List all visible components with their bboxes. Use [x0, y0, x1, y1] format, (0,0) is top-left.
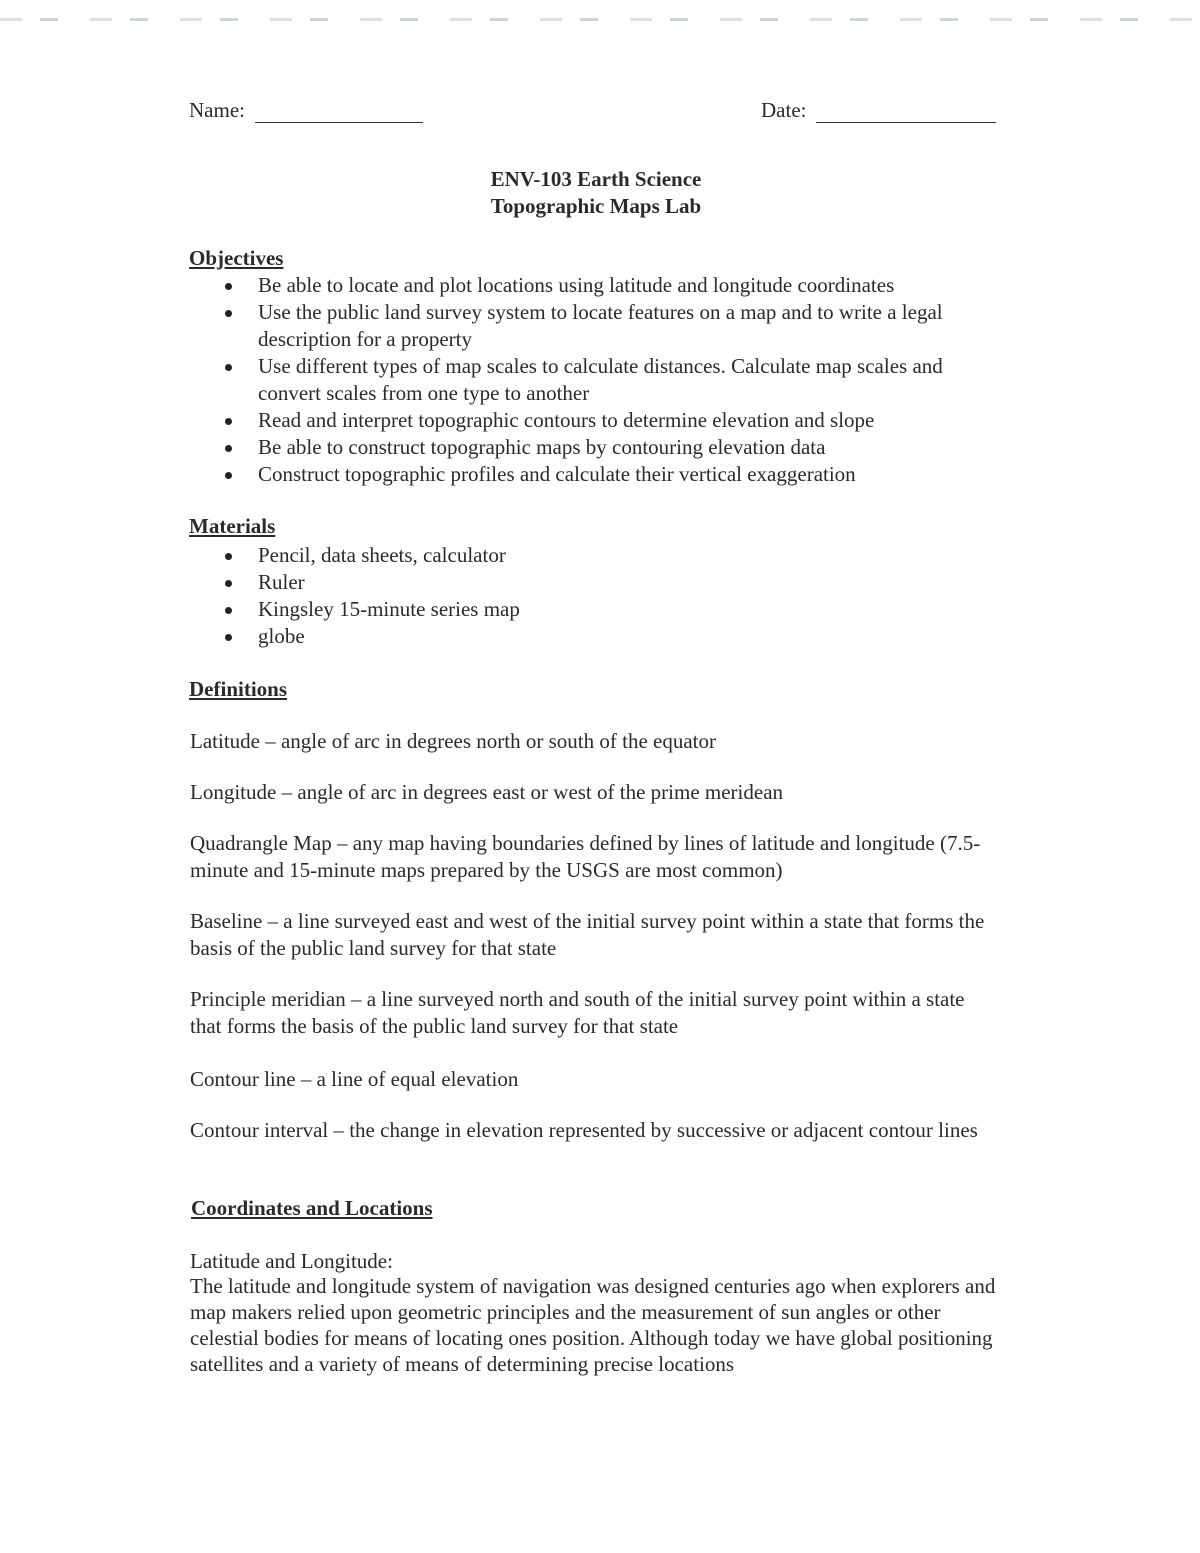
- list-item: Use the public land survey system to locate features on a map and to write a legal description for a property: [189, 299, 1001, 353]
- coordinates-heading: Coordinates and Locations: [191, 1196, 433, 1220]
- document-title: [0, 166, 1192, 220]
- objectives-heading: Objectives: [189, 246, 284, 270]
- list-item: Ruler: [189, 569, 1001, 596]
- definition-contour-line: Contour line – a line of equal elevation: [190, 1067, 519, 1091]
- definition-contour-interval: Contour interval – the change in elevation represented by successive or adjacent contour lines: [190, 1118, 978, 1142]
- latlong-paragraph: The latitude and longitude system of navigation was designed centuries ago when explorers and map makers relied upon geometric principles and the measurement of sun angles or other celestial bodies for means of locating ones position. Although today we have global positioning satellites and a variety of means of determining precise locations: [190, 1274, 996, 1376]
- definition-latitude: Latitude – angle of arc in degrees north or south of the equator: [190, 729, 716, 753]
- list-item: Construct topographic profiles and calculate their vertical exaggeration: [189, 461, 1001, 488]
- list-item: Be able to construct topographic maps by contouring elevation data: [189, 434, 1001, 461]
- list-item: Pencil, data sheets, calculator: [189, 542, 1001, 569]
- materials-heading: Materials: [189, 514, 276, 538]
- definition-quadrangle-map: Quadrangle Map – any map having boundaries defined by lines of latitude and longitude (7.5-minute and 15-minute maps prepared by the USGS are most common): [190, 831, 981, 882]
- materials-list: [189, 542, 1001, 650]
- list-item: Read and interpret topographic contours to determine elevation and slope: [189, 407, 1001, 434]
- definition-longitude: Longitude – angle of arc in degrees east or west of the prime meridean: [190, 780, 784, 804]
- latlong-subheading: Latitude and Longitude:: [190, 1249, 393, 1273]
- list-item: Use different types of map scales to calculate distances. Calculate map scales and convert scales from one type to another: [189, 353, 1001, 407]
- date-blank-line[interactable]: [816, 102, 996, 123]
- name-blank-line[interactable]: [255, 102, 423, 123]
- definition-baseline: Baseline – a line surveyed east and west of the initial survey point within a state that forms the basis of the public land survey for that state: [190, 909, 985, 960]
- definition-principle-meridian: Principle meridian – a line surveyed north and south of the initial survey point within a state that forms the basis of the public land survey for that state: [190, 987, 965, 1038]
- definitions-heading: Definitions: [189, 677, 288, 701]
- scan-edge-artifact: [0, 18, 1200, 21]
- lab-title: Topographic Maps Lab: [490, 194, 702, 218]
- list-item: globe: [189, 623, 1001, 650]
- name-label: Name:: [189, 98, 245, 122]
- date-field: [761, 98, 996, 123]
- date-label: Date:: [761, 98, 807, 122]
- list-item: Kingsley 15-minute series map: [189, 596, 1001, 623]
- header-fields: [189, 98, 1001, 128]
- objectives-list: [189, 272, 1001, 488]
- course-title: ENV-103 Earth Science: [490, 167, 702, 191]
- name-field: [189, 98, 423, 123]
- list-item: Be able to locate and plot locations using latitude and longitude coordinates: [189, 272, 1001, 299]
